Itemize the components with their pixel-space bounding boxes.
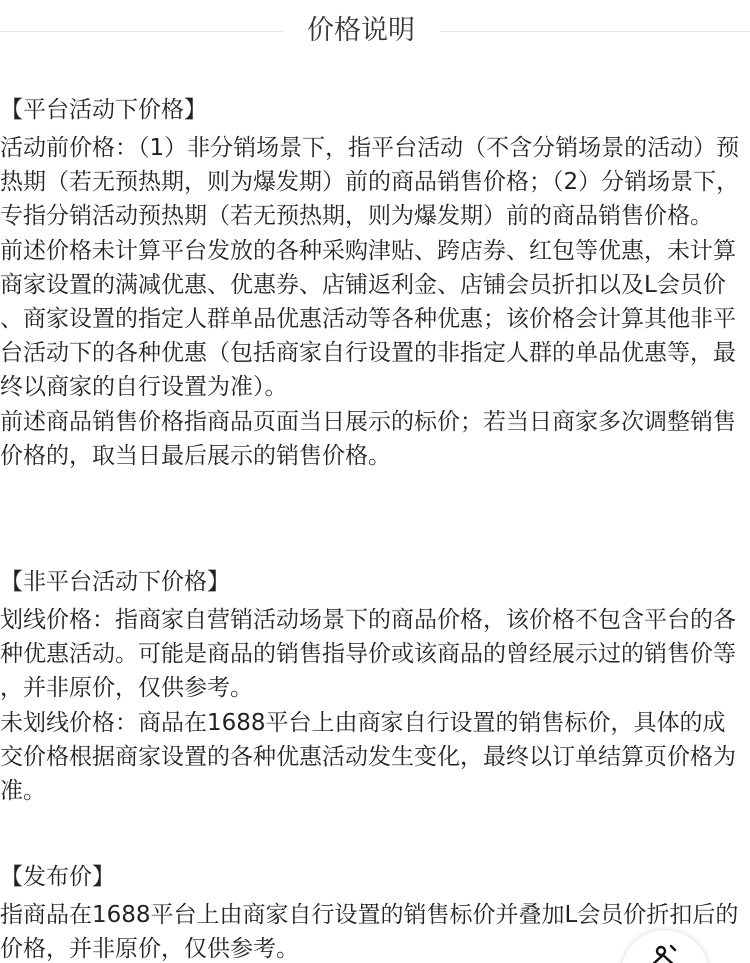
section-heading: 【平台活动下价格】 <box>0 97 207 123</box>
section-heading: 【发布价】 <box>0 864 115 890</box>
paragraph-strikethrough-price: 划线价格：指商家自营销活动场景下的商品价格，该价格不包含平台的各种优惠活动。可能是商品的销售指导价或该商品的曾经展示过的销售价等，并非原价，仅供参考。 <box>0 607 736 702</box>
page-title: 价格说明 <box>307 15 415 46</box>
header <box>0 0 750 62</box>
section-non-platform-activity-price <box>0 566 740 808</box>
section-heading: 【非平台活动下价格】 <box>0 569 230 595</box>
paragraph-sale-price-note: 前述商品销售价格指商品页面当日展示的标价；若当日商家多次调整销售价格的，取当日最后展示的销售价格。 <box>0 408 736 469</box>
paragraph-publish-price: 指商品在1688平台上由商家自行设置的销售标价并叠加L会员价折扣后的价格，并非原价，仅供参考。 <box>0 902 739 963</box>
paragraph-non-strikethrough-price: 未划线价格：商品在1688平台上由商家自行设置的销售标价，具体的成交价格根据商家设置的各种优惠活动发生变化，最终以订单结算页价格为准。 <box>0 709 736 805</box>
section-platform-activity-price <box>0 94 740 473</box>
customer-service-icon <box>645 942 685 963</box>
paragraph-pre-activity-price: 活动前价格：（1）非分销场景下，指平台活动（不含分销场景的活动）预热期（若无预热期，则为爆发期）前的商品销售价格；（2）分销场景下，专指分销活动预热期（若无预热期，则为爆发期）前的商品销售价格。 前述价格未计算平台发放的各种采购津贴、跨店券、红包等优惠，未计算商家设置的满减优惠、优惠券、店铺返利金、店铺会员折扣以及L会员价、商家设置的指定人群单品优惠活动等各种优惠；该价格会计算其他非平台活动下的各种优惠（包括商家自行设置的非指定人群的单品优惠等，最终以商家的自行设置为准）。 <box>0 135 740 401</box>
header-divider-right <box>440 31 750 32</box>
